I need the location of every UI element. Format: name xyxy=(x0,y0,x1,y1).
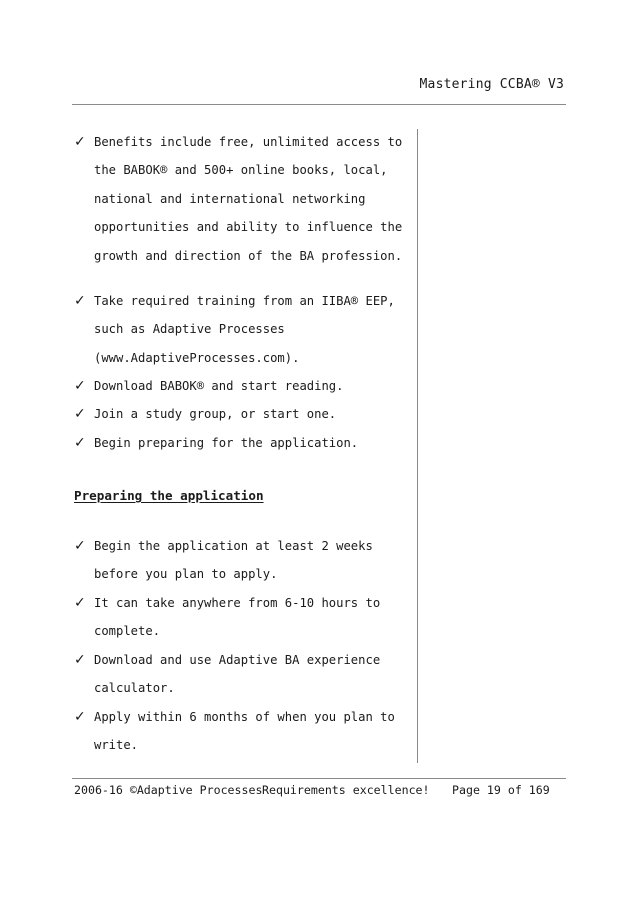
checkmark-icon: ✓ xyxy=(74,652,86,668)
checkmark-icon: ✓ xyxy=(74,293,86,309)
footer-copyright: 2006-16 ©Adaptive Processes xyxy=(74,783,263,797)
footer-page-number: Page 19 of 169 xyxy=(452,783,550,797)
bullet-text: Take required training from an IIBA® EEP, such as Adaptive Processes (www.AdaptiveProcesses.com). xyxy=(94,294,395,365)
checkmark-icon: ✓ xyxy=(74,538,86,554)
bullet-text: Begin the application at least 2 weeks before you plan to apply. xyxy=(94,539,373,582)
bullet-text: Begin preparing for the application. xyxy=(94,436,359,450)
checkmark-icon: ✓ xyxy=(74,709,86,725)
bullet-text: Join a study group, or start one. xyxy=(94,407,337,421)
bullet-text: It can take anywhere from 6-10 hours to complete. xyxy=(94,596,381,639)
bullet-text: Benefits include free, unlimited access to the BABOK® and 500+ online books, local, national and international networking opportunities and ability to influence the growth and direction of the BA profession. xyxy=(94,135,403,263)
footer-tagline: Requirements excellence! xyxy=(262,783,430,797)
bullet-text: Download and use Adaptive BA experience calculator. xyxy=(94,653,381,696)
checkmark-icon: ✓ xyxy=(74,134,86,150)
section-heading: Preparing the application xyxy=(74,488,264,503)
footer-divider xyxy=(72,778,566,779)
checkmark-icon: ✓ xyxy=(74,378,86,394)
header-divider xyxy=(72,104,566,105)
bullet-text: Apply within 6 months of when you plan to write. xyxy=(94,710,395,753)
bullet-text: Download BABOK® and start reading. xyxy=(94,379,344,393)
checkmark-icon: ✓ xyxy=(74,595,86,611)
checkmark-icon: ✓ xyxy=(74,435,86,451)
page-header-title: Mastering CCBA® V3 xyxy=(419,77,564,92)
checkmark-icon: ✓ xyxy=(74,406,86,422)
